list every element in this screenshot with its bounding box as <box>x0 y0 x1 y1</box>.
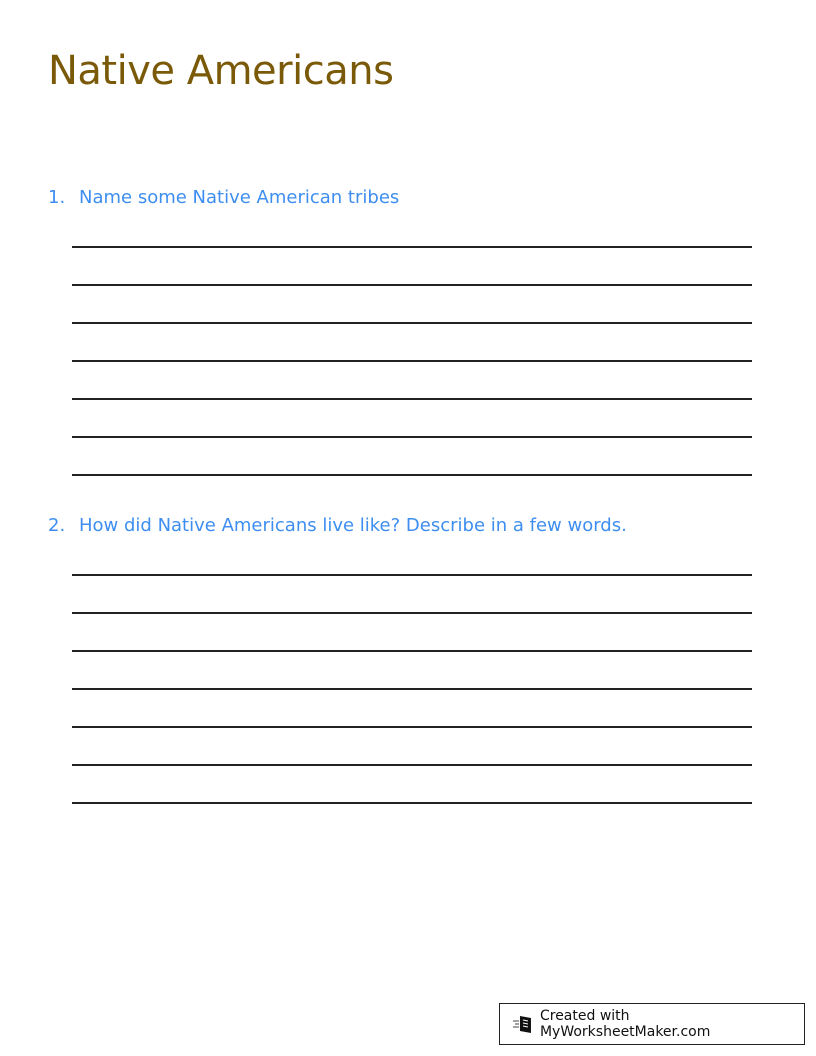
answer-line <box>72 802 752 804</box>
answer-line <box>72 688 752 690</box>
answer-line <box>72 436 752 438</box>
question-1 <box>48 187 399 208</box>
worksheet-maker-logo-icon <box>512 1013 534 1035</box>
footer-badge[interactable] <box>499 1003 805 1045</box>
answer-line <box>72 246 752 248</box>
footer-text: Created with MyWorksheetMaker.com <box>539 1008 711 1040</box>
page-title: Native Americans <box>48 48 394 94</box>
answer-line <box>72 322 752 324</box>
question-text: How did Native Americans live like? Describe in a few words. <box>79 515 627 536</box>
answer-line <box>72 764 752 766</box>
answer-line <box>72 574 752 576</box>
question-2 <box>48 515 627 536</box>
answer-line <box>72 650 752 652</box>
answer-line <box>72 474 752 476</box>
question-number: 1. <box>48 187 66 208</box>
answer-line <box>72 360 752 362</box>
question-text: Name some Native American tribes <box>79 187 400 208</box>
question-number: 2. <box>48 515 66 536</box>
answer-line <box>72 284 752 286</box>
answer-line <box>72 398 752 400</box>
answer-line <box>72 612 752 614</box>
answer-line <box>72 726 752 728</box>
